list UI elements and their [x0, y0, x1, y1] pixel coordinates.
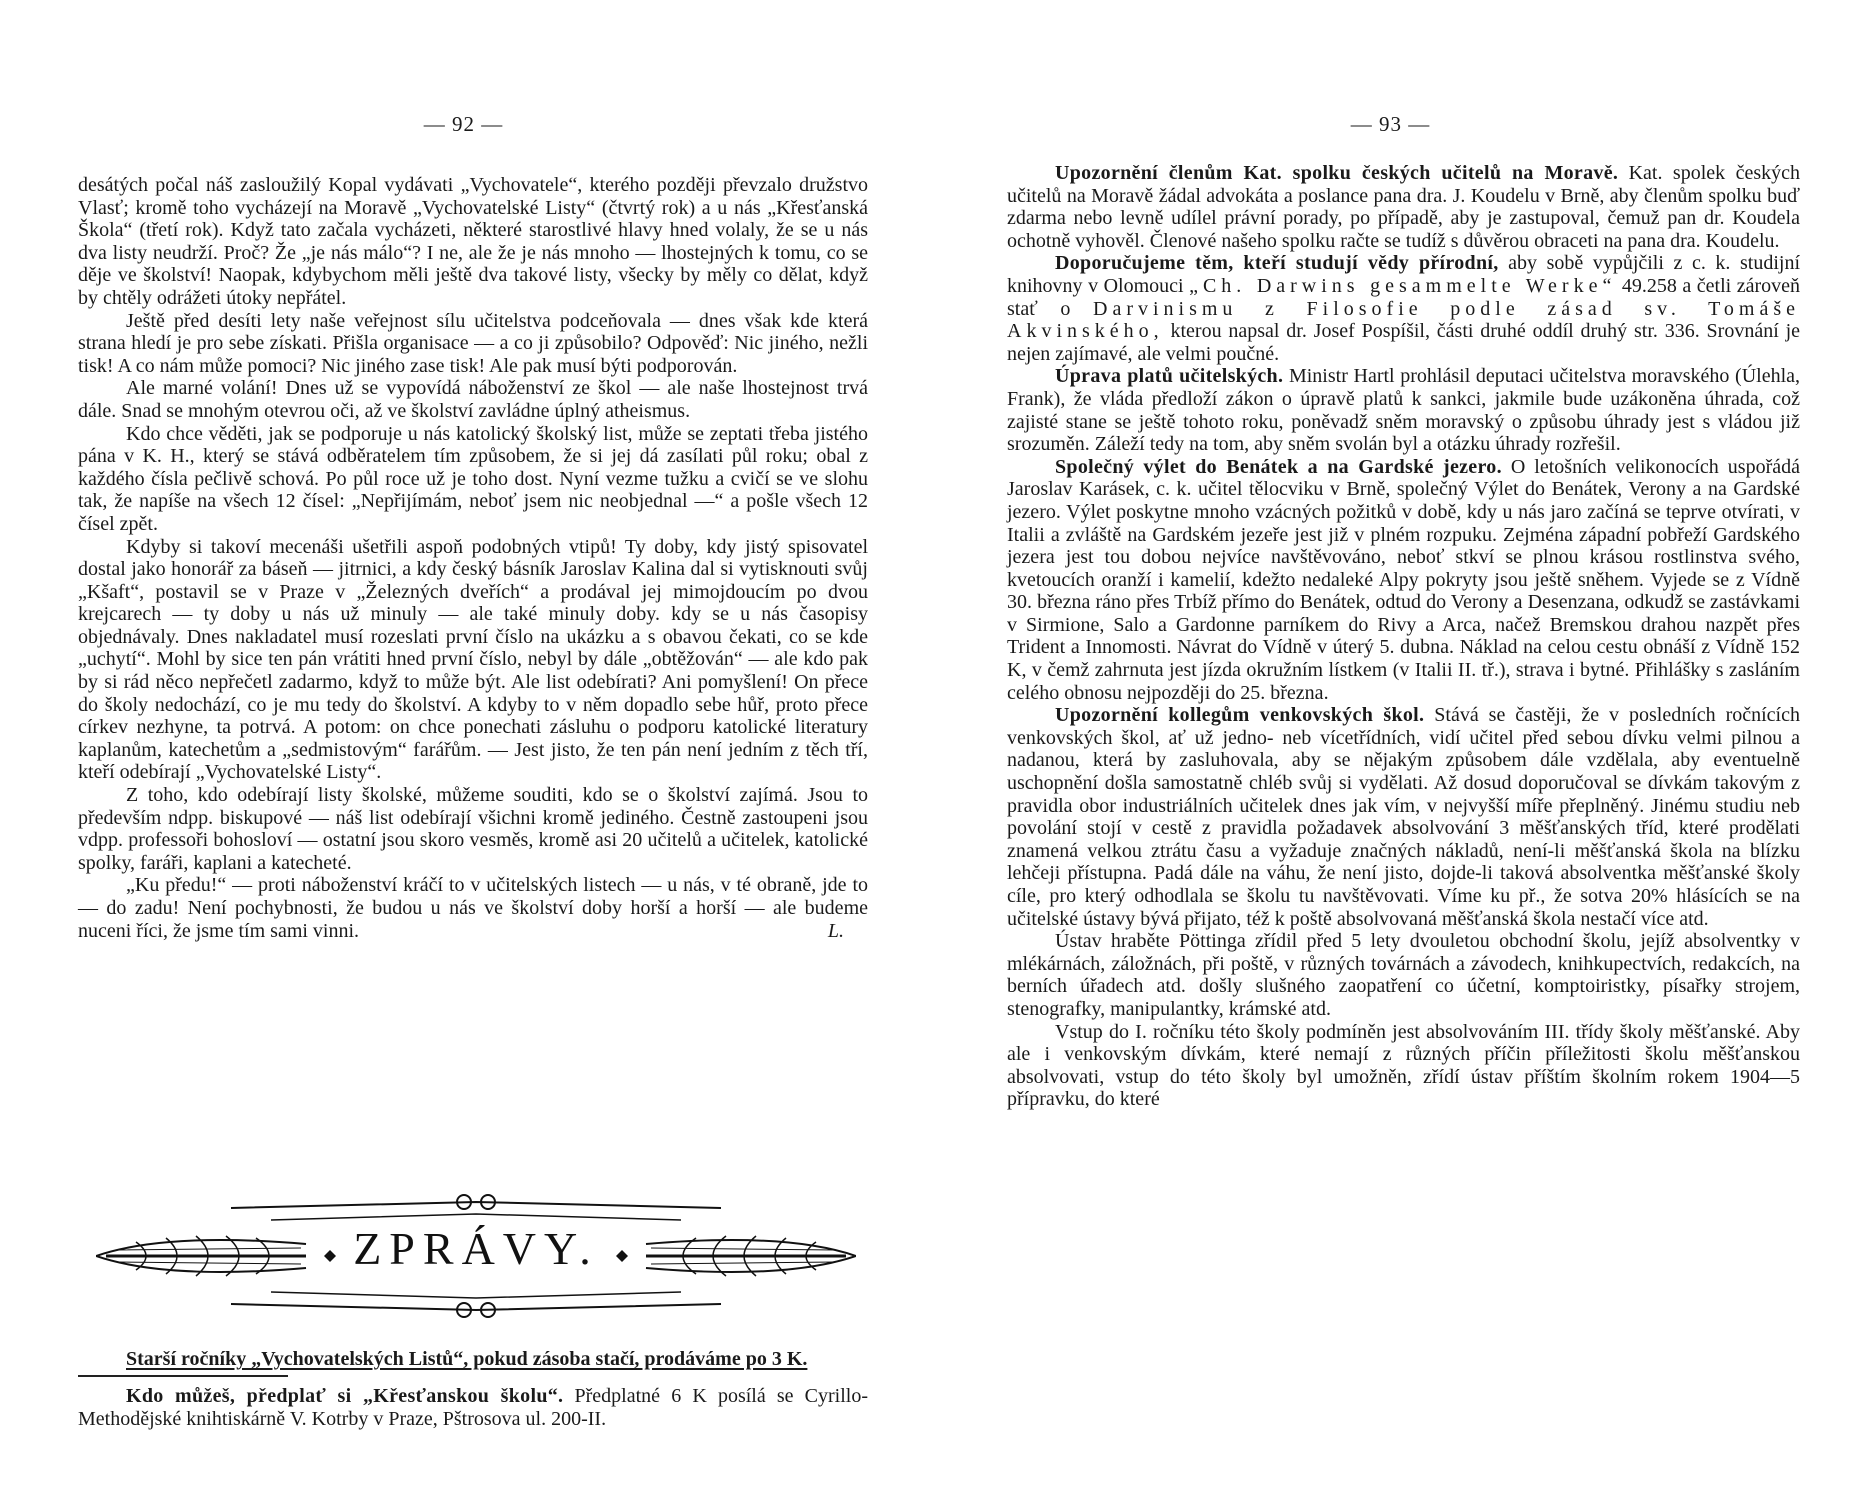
- news-item-text: 49.258 a četli zároveň stať o: [1007, 274, 1800, 320]
- author-signature: L.: [827, 919, 844, 942]
- notice-subscribe: [78, 1385, 868, 1431]
- right-news-column: [1007, 162, 1800, 1111]
- divider: [78, 1375, 288, 1377]
- paragraph-final: [78, 874, 868, 942]
- paragraph: desátých počal náš zasloužilý Kopal vydávati „Vychovatele“, kterého později převzalo družstvo Vlasť; kromě toho vycházejí na Moravě „Vychovatelské Listy“ (čtvrtý rok) a u nás „Křesťanská Škola“ (třetí rok). Když tato začala vycházeti, některé starostlivé hlavy hned volaly, že se u nás dva listy neudrží. Proč? Že „je nás málo“? I ne, ale že je nás mnoho — lhostejných k tomu, co se děje ve školství! Naopak, kdybychom měli ještě dva takové listy, všecky by měly co dělat, když by chtěly odrážeti útoky nepřátel.: [78, 174, 868, 309]
- news-item-text: aby sobě vypůjčili z c. k. studijní knihovny v Olomouci: [1007, 252, 1801, 297]
- notice-subscribe-bold: Kdo můžeš, předplať si „Křesťanskou školu“.: [126, 1385, 564, 1407]
- news-item-text: Vstup do I. ročníku této školy podmíněn jest absolvováním III. třídy školy měšťanské. Aby ale i venkovským dívkám, které nemají z různých příčin příležitosti školu měšťanskou absolvovati, vstup do této školy byl umožněn, zřídí ústav příštím školním rokem 1904—5 přípravku, do které: [1007, 1020, 1800, 1111]
- news-item: [1007, 930, 1800, 1020]
- paragraph: Kdyby si takoví mecenáši ušetřili aspoň podobných vtipů! Ty doby, kdy jistý spisovatel dostal jako honorář za báseň — jitrnici, a kdy český básník Jaroslav Kalina dal si vytisknouti svůj „Kšaft“, postavil se v Praze v „Železných dveřích“ a prodával jej mimojdoucím po dvou krejcarech — ty doby u nás už minuly — ale také minuly doby. kdy se u nás časopisy objednávaly. Dnes nakladatel musí rozeslati první číslo na ukázku a s obavou čekati, co se kde „uchytí“. Mohl by sice ten pán vrátiti hned první číslo, nebyl by dále „obtěžován“ — ale kdo pak by si rád něco nepřečetl zadarmo, když to může být. Ale list odebírati? Ani pomyšlení! On přece do školy nedochází, co je mu tedy do školství. A kdyby to v něm dopadlo sebe hůř, proto přece církev nezhyne, ta potrvá. A potom: on chce ponechati zásluhu o podporu katolické literatury kaplanům, katechetům a „sedmistovým“ farářům. — Jest jisto, že ten pán není jedním z těch tří, kteří odebírají „Vychovatelské Listy“.: [78, 535, 868, 784]
- page-number-right: — 93 —: [1350, 112, 1431, 136]
- news-item-text: Stává se častěji, že v posledních ročnících venkovských škol, ať už jedno- neb vícetřídních, vidí učitel před sebou dívku velmi pilnou a nadanou, která by zasluhovala, aby se nějakým způsobem dále vzdělala, aby eventuelně uschopnění došla samostatně chléb svůj si vydělati. Až dosud doporučoval se dívkám takovým z pravidla obor industriálních učitelek dnes jak vím, v nejvyšší míře přeplněný. Jinému studiu neb povolání stojí v cestě z pravidla požadavek absolvování 3 měšťanských tříd, které prodělati znamená velkou ztrátu času a vyžaduje značných nákladů, není-li měšťanská škola na blízku lehčeji přístupna. Padá dále na váhu, že není jisto, dojde-li taková absolventka měšťanské školy cíle, pro který odhodlala se školu tu navštěvovati. Víme ku př., že sotva 20% hlásících se na učitelské ústavy bývá přijato, též k poště absolvovaná měšťanská škola nestačí více atd.: [1007, 704, 1800, 930]
- right-page: [927, 0, 1854, 1500]
- paragraph: Ale marné volání! Dnes už se vypovídá náboženství ze škol — ale naše lhostejnost trvá dále. Snad se mnohým otevrou oči, až ve školství zavládne úplný atheismus.: [78, 377, 868, 422]
- news-item-text: O letošních velikonocích uspořádá Jaroslav Karásek, c. k. učitel tělocviku v Brně, společný Výlet do Benátek, Verony a na Gardské jezero. Výlet poskytne mnoho vzácných požitků v době, kdy u nás jaro začíná se teprve otvírati, v Italii a zvláště na Gardském jezeře jest již v plném rozpuku. Zejména západní pobřeží Gardského jezera jest tou dobou nejvíce navštěvováno, neboť stkví se plnou krásou rostlinstva svého, kvetoucích oranží i kamelií, kdežto nedaleké Alpy pokryty jsou ještě sněhem. Vyjede se z Vídně 30. března ráno přes Trbíž přímo do Benátek, odtud do Verony a Desenzana, odkudž se zastávkami v Sirmione, Salo a Gardonne parníkem do Rivy a Arca, načež Bremskou drahou nazpět přes Trident a Innomosti. Návrat do Vídně v úterý 5. dubna. Náklad na celou cestu obnáší z Vídně 152 K, v čemž zahrnuta jest jízda okružním lístkem (v Italii II. tř.), strava i bytné. Přihlášky s zasláním celého obnosu nejpozději do 25. března.: [1007, 455, 1800, 704]
- notice-back-issues: [78, 1348, 868, 1371]
- news-item-text: Kat. spolek českých učitelů na Moravě žádal advokáta a poslance pana dra. J. Koudelu v Brně, aby členům spolku buď zdarma nebo levně udílel právní porady, po případě, aby je zastupoval, čemuž pan dr. Koudela ochotně vyhověl. Členové našeho spolku račte se tudíž s důvěrou obraceti na pana dra. Koudelu.: [1007, 162, 1800, 252]
- book-title-spaced: „Ch. Darwins gesammelte Werke“: [1189, 274, 1617, 297]
- news-item: [1007, 252, 1800, 365]
- news-item-heading: Upozornění kollegům venkovských škol.: [1055, 704, 1425, 727]
- news-item-heading: Doporučujeme těm, kteří studují vědy přírodní,: [1055, 252, 1499, 275]
- news-item-text: Ministr Hartl prohlásil deputaci učitelstva moravského (Úlehla, Frank), že vláda předloží zákon o úpravě platů k sankci, jakmile bude uzákoněna úhrada, což zajisté stane se ještě tohoto roku, poněvadž sněm moravský o způsobu úhrady jest s vládou již srozuměn. Záleží tedy na tom, aby sněm svolán byl a otázku úhrady rozřešil.: [1007, 365, 1801, 456]
- news-item: [1007, 162, 1800, 252]
- notice-subscribe-text: Předplatné 6 K posílá se Cyrillo-Methodějské knihtiskárně V. Kotrby v Praze, Pštrosova ul. 200-II.: [78, 1385, 869, 1430]
- left-article: [78, 174, 868, 942]
- news-item-text: Ústav hraběte Pöttinga zřídil před 5 lety dvouletou obchodní školu, jejíž absolventky v mlékárnách, záložnách, při poště, v různých továrnách a závodech, knihkupectvích, redakcích, na berních úřadech atd. došly slušného zaopatření co účetní, komptoiristky, písařky strojem, stenografky, manipulantky, krámské atd.: [1007, 930, 1800, 1020]
- zpravy-banner: [96, 1180, 856, 1332]
- page-number-left: — 92 —: [423, 112, 504, 136]
- news-item-heading: Společný výlet do Benátek a na Gardské jezero.: [1055, 455, 1502, 478]
- news-item: [1007, 365, 1800, 455]
- notice-back-issues-text: Starší ročníky „Vychovatelských Listů“, pokud zásoba stačí, prodáváme po 3 K.: [126, 1348, 808, 1370]
- paragraph: Ještě před desíti lety naše veřejnost sílu učitelstva podceňovala — dnes však kde která strana hledí je pro sebe získati. Přišla organisace — a co ji způsobilo? Odpověď: Nic jiného, nežli tisk! A co nám může pomoci? Nic jiného zase tisk! Ale pak musí býti podporován.: [78, 309, 868, 377]
- book-title-spaced: Darvinismu z Filosofie podle zásad sv. Tomáše Akvinského,: [1007, 297, 1800, 343]
- zpravy-title: ZPRÁVY.: [353, 1223, 599, 1274]
- paragraph-final-text: „Ku předu!“ — proti náboženství kráčí to v učitelských listech — u nás, v té obraně, jde to — do zadu! Není pochybnosti, že budou u nás ve školství doby horší a horší — ale budeme nuceni říci, že jsme tím sami vinni.: [78, 874, 868, 942]
- news-item: [1007, 704, 1800, 930]
- news-item: [1007, 456, 1800, 705]
- paragraph: Kdo chce věděti, jak se podporuje u nás katolický školský list, může se zeptati třeba jistého pána v K. H., který se stává odběratelem tím způsobem, že si jej dá zasílati půl roku; obal z každého čísla pečlivě schová. Po půl roce už je toho dost. Nyní vezme tužku a cvičí se ve slohu tak, že napíše na všech 12 čísel: „Nepřijímám, neboť jsem nic neobjednal —“ a pošle všech 12 čísel zpět.: [78, 422, 868, 535]
- news-item: [1007, 1021, 1800, 1111]
- news-item-heading: Úprava platů učitelských.: [1055, 365, 1284, 388]
- notices: [78, 1348, 868, 1431]
- news-item-text: kterou napsal dr. Josef Pospíšil, části druhé oddíl druhý str. 336. Srovnání je nejen zajímavé, ale velmi poučné.: [1007, 320, 1800, 365]
- news-item-heading: Upozornění členům Kat. spolku českých učitelů na Moravě.: [1055, 162, 1619, 184]
- paragraph: Z toho, kdo odebírají listy školské, můžeme souditi, kdo se o školství zajímá. Jsou to především ndpp. biskupové — náš list odebírají všichni kromě jediného. Čestně zastoupeni jsou vdpp. professoři bohosloví — ostatní jsou skoro vesměs, kromě asi 20 učitelů a učitelek, katolické spolky, faráři, kaplani a katecheté.: [78, 784, 868, 874]
